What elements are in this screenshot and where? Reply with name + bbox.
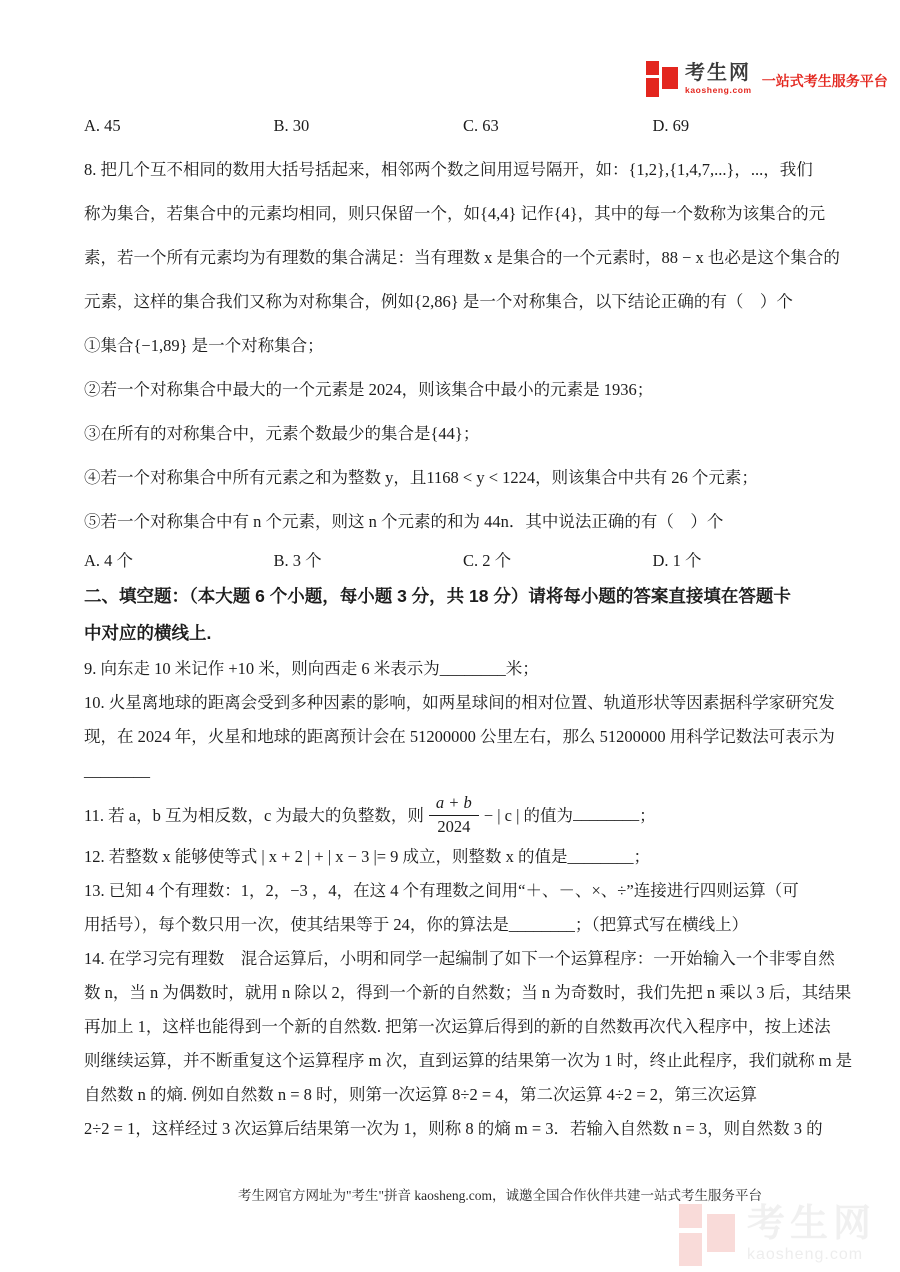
kaosheng-logo-text <box>685 63 752 95</box>
fraction-numerator: a + b <box>429 793 479 816</box>
kaosheng-watermark <box>679 1202 876 1266</box>
brand-domain: kaosheng.com <box>685 84 752 95</box>
question-14-line: 14. 在学习完有理数 混合运算后，小明和同学一起编制了如下一个运算程序：一开始输入一个非零自然 <box>84 949 835 968</box>
option-a: A. 4 个 <box>84 551 134 570</box>
fraction-denominator: 2024 <box>437 816 471 836</box>
brand-name: 考生网 <box>685 61 751 84</box>
question-8-options <box>84 544 842 578</box>
footer-text: 考生网官方网址为"考生"拼音 kaosheng.com，诚邀全国合作伙伴共建一站式考生服务平台 <box>237 1188 762 1203</box>
option-c: C. 2 个 <box>463 551 512 570</box>
question-8-item-3: ③在所有的对称集合中，元素个数最少的集合是{44}； <box>84 424 480 443</box>
option-a: A. 45 <box>84 116 121 135</box>
question-14-line: 自然数 n 的熵. 例如自然数 n = 8 时，则第一次运算 8÷2 = 4，第二次运算 4÷2 = 2，第三次运算 <box>84 1085 758 1104</box>
kaosheng-logo-icon <box>646 60 679 97</box>
question-13 <box>84 874 842 942</box>
section-2-heading-line: 中对应的横线上. <box>84 623 212 643</box>
question-13-line: 用括号），每个数只用一次，使其结果等于 24，你的算法是________；（把算式写在横线上） <box>84 915 749 934</box>
question-14-line: 再加上 1，这样也能得到一个新的自然数. 把第一次运算后得到的新的自然数再次代入程序中，按上述法 <box>84 1017 831 1036</box>
exam-content <box>84 104 853 1146</box>
question-11-text: − | c | 的值为 <box>483 806 574 825</box>
option-d: D. 69 <box>652 116 690 135</box>
question-14 <box>84 942 853 1146</box>
question-11-text: ； <box>639 806 656 825</box>
brand-tagline: 一站式考生服务平台 <box>761 73 888 89</box>
section-2-heading <box>84 578 842 652</box>
question-8-line: 素，若一个所有元素均为有理数的集合满足：当有理数 x 是集合的一个元素时，88 − x 也必是这个集合的 <box>84 248 840 267</box>
section-2-heading-line: 二、填空题：（本大题 6 个小题，每小题 3 分，共 18 分）请将每小题的答案直接填在答题卡 <box>84 586 791 606</box>
watermark-brand-name: 考生网 <box>746 1203 876 1245</box>
question-8-item-5: ⑤若一个对称集合中有 n 个元素，则这 n 个元素的和为 44n．其中说法正确的有（ ）个 <box>84 512 724 531</box>
question-8-item-2: ②若一个对称集合中最大的一个元素是 2024，则该集合中最小的元素是 1936； <box>84 380 654 399</box>
question-7-options <box>84 104 842 148</box>
kaosheng-brand-header <box>646 60 888 97</box>
question-10 <box>84 686 842 788</box>
question-14-line: 数 n，当 n 为偶数时，就用 n 除以 2，得到一个新的自然数；当 n 为奇数时，我们先把 n 乘以 3 后，其结果 <box>84 983 852 1002</box>
question-10-line: 10. 火星离地球的距离会受到多种因素的影响，如两星球间的相对位置、轨道形状等因素据科学家研究发 <box>84 693 835 712</box>
kaosheng-watermark-icon <box>679 1202 737 1266</box>
option-b: B. 3 个 <box>273 551 322 570</box>
question-11 <box>84 788 842 840</box>
question-8-line: 称为集合，若集合中的元素均相同，则只保留一个，如{4,4} 记作{4}，其中的每一个数称为该集合的元 <box>84 204 826 223</box>
question-8-line: 元素，这样的集合我们又称为对称集合，例如{2,86} 是一个对称集合，以下结论正确的有（ ）个 <box>84 292 793 311</box>
watermark-text <box>747 1205 876 1263</box>
question-8 <box>84 148 842 578</box>
question-10-line: 现，在 2024 年，火星和地球的距离预计会在 51200000 公里左右，那么 51200000 用科学记数法可表示为 <box>84 727 835 746</box>
question-14-line: 则继续运算，并不断重复这个运算程序 m 次，直到运算的结果第一次为 1 时，终止此程序，我们就称 m 是 <box>84 1051 853 1070</box>
question-13-line: 13. 已知 4 个有理数：1，2，−3 ，4，在这 4 个有理数之间用“＋、－、×、÷”连接进行四则运算（可 <box>84 881 799 900</box>
question-12: 12. 若整数 x 能够使等式 | x + 2 | + | x − 3 |= 9 成立，则整数 x 的值是________； <box>84 847 651 866</box>
question-11-blank: ________ <box>573 804 640 823</box>
option-d: D. 1 个 <box>652 551 702 570</box>
question-11-text: 11. 若 a，b 互为相反数，c 为最大的负整数，则 <box>84 806 424 825</box>
question-10-blank: ________ <box>84 761 150 780</box>
option-b: B. 30 <box>273 116 310 135</box>
fraction <box>429 793 479 835</box>
option-c: C. 63 <box>463 116 499 135</box>
question-14-line: 2÷2 = 1，这样经过 3 次运算后结果第一次为 1，则称 8 的熵 m = 3．若输入自然数 n = 3，则自然数 3 的 <box>84 1119 823 1138</box>
question-8-item-4: ④若一个对称集合中所有元素之和为整数 y，且1168 < y < 1224，则该集合中共有 26 个元素； <box>84 468 758 487</box>
page-footer <box>0 1184 900 1204</box>
watermark-brand-domain: kaosheng.com <box>746 1246 864 1263</box>
question-9: 9. 向东走 10 米记作 +10 米，则向西走 6 米表示为________米； <box>84 659 539 678</box>
question-8-item-1: ①集合{−1,89} 是一个对称集合； <box>84 336 324 355</box>
question-8-line: 8. 把几个互不相同的数用大括号括起来，相邻两个数之间用逗号隔开，如：{1,2},{1,4,7,...}，...，我们 <box>84 160 813 179</box>
